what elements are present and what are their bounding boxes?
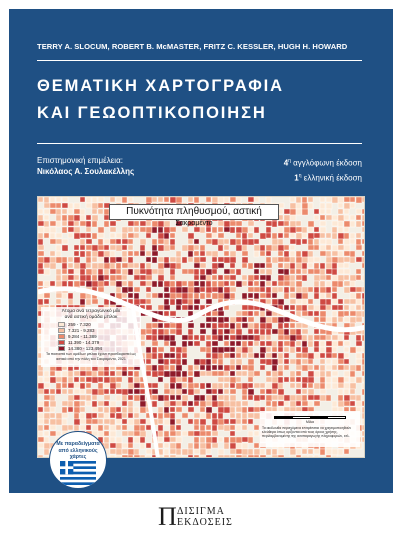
scientific-editor	[37, 155, 134, 177]
choropleth-map	[37, 196, 365, 458]
legend-swatch	[58, 322, 65, 327]
scale-bar	[274, 416, 346, 419]
publisher-logo	[158, 502, 248, 532]
publisher-sub: ΕΚΔΟΣΕΙΣ	[177, 517, 233, 528]
greek-flag-icon	[57, 461, 99, 485]
authors: TERRY A. SLOCUM, ROBERT B. McMASTER, FRITZ C. KESSLER, HUGH H. HOWARD	[37, 42, 348, 51]
legend-swatch	[58, 328, 65, 333]
legend-title-line1: Άτομα ανά τετραγωνικό μίλι	[61, 309, 121, 314]
edition-english-number: 4	[283, 158, 289, 168]
divider-top	[37, 60, 362, 61]
editor-label: Επιστημονική επιμέλεια:	[37, 156, 123, 165]
greek-examples-badge	[49, 431, 107, 489]
scale-note: Τα ακόλουθα περιεχόμενα επιτρέπεται να χρησιμοποιηθούν ελεύθερα όπως ορίζονται από τους όρους χρήσης, περιλαμβανομένης της αναπαραγωγής πληροφοριών, κτλ.	[262, 426, 352, 438]
scale-label: Μίλια	[306, 420, 314, 424]
map-legend	[41, 307, 141, 367]
publisher-mark: Π	[158, 502, 177, 531]
legend-class-label: 259 - 7.320	[68, 321, 91, 327]
edition-english	[284, 155, 362, 170]
book-title-line1: ΘΕΜΑΤΙΚΗ ΧΑΡΤΟΓΡΑΦΙΑ	[37, 77, 284, 95]
legend-class-label: 9.284 - 11.389	[68, 333, 97, 339]
legend-title-line2: ανά αστική ομάδα μπλοκ	[64, 315, 118, 320]
publisher-name: ΔΙΣΙΓΜΑ	[177, 506, 225, 517]
legend-class-label: 7.321 - 9.283	[68, 327, 95, 333]
legend-swatch	[58, 334, 65, 339]
badge-text	[50, 441, 106, 461]
legend-class-label: 14.380 - 123.494	[68, 345, 103, 351]
legend-note: Τα ποσοστά των ομάδων μπλοκ έχουν προσδιοριστεί ως αστικά από την πόλη του Σακραμέντο, 2021	[45, 352, 137, 361]
divider-middle	[37, 143, 362, 144]
legend-classes	[44, 321, 138, 351]
legend-swatch	[58, 346, 65, 351]
book-title-line2: ΚΑΙ ΓΕΩΟΠΤΙΚΟΠΟΙΗΣΗ	[37, 104, 267, 122]
edition-greek	[284, 170, 362, 185]
badge-line1: Με παραδείγματα	[56, 441, 100, 447]
map-subtitle: Σακραμέντο	[175, 220, 213, 227]
editor-name: Νικόλαος Α. Σουλακέλλης	[37, 167, 135, 176]
legend-swatch	[58, 340, 65, 345]
badge-line2: από ελληνικούς χάρτες	[58, 447, 98, 460]
legend-class	[58, 345, 138, 351]
edition-english-ordinal: η	[288, 158, 291, 164]
legend-class-label: 11.390 - 14.379	[68, 339, 100, 345]
edition-english-text: αγγλόφωνη έκδοση	[293, 158, 362, 168]
edition-greek-text: ελληνική έκδοση	[303, 173, 362, 183]
edition-greek-number: 1	[294, 173, 299, 183]
edition-greek-ordinal: η	[298, 172, 302, 179]
editions	[284, 155, 362, 184]
scale-box	[260, 411, 360, 447]
map-title: Πυκνότητα πληθυσμού, αστική	[109, 204, 279, 220]
